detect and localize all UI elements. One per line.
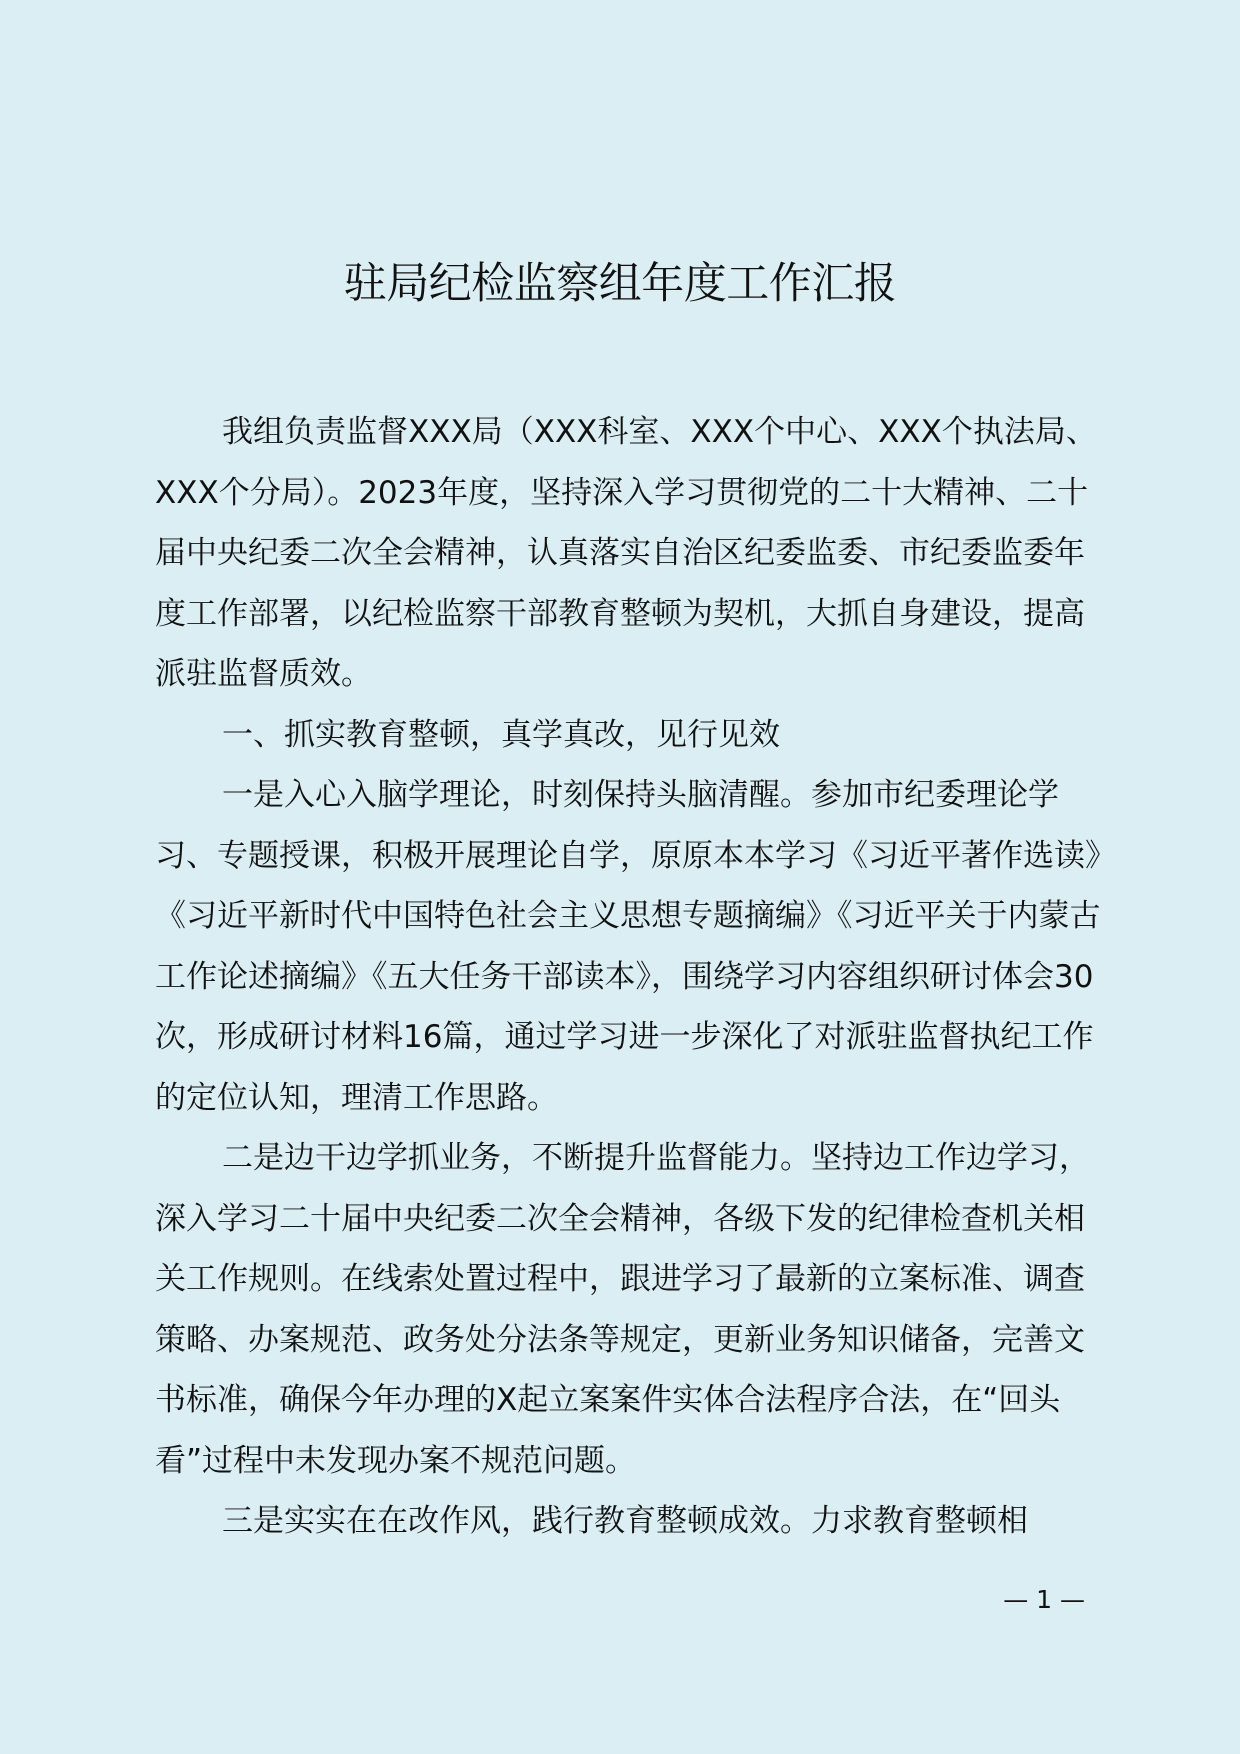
paragraph-item-1: 一是入心入脑学理论，时刻保持头脑清醒。参加市纪委理论学习、专题授课，积极开展理论自学，原原本本学习《习近平著作选读》《习近平新时代中国特色社会主义思想专题摘编》《习近平关于内蒙古工作论述摘编》《五大任务干部读本》，围绕学习内容组织研讨体会30次，形成研讨材料16篇，通过学习进一步深化了对派驻监督执纪工作的定位认知，理清工作思路。 — [155, 777, 1101, 1116]
document-body — [155, 402, 1113, 1552]
page-number: — 1 — — [1003, 1585, 1085, 1614]
paragraph-item-2: 二是边干边学抓业务，不断提升监督能力。坚持边工作边学习，深入学习二十届中央纪委二次全会精神，各级下发的纪律检查机关相关工作规则。在线索处置过程中，跟进学习了最新的立案标准、调查策略、办案规范、政务处分法条等规定，更新业务知识储备，完善文书标准，确保今年办理的X起立案案件实体合法程序合法，在“回头看”过程中未发现办案不规范问题。 — [155, 1140, 1090, 1479]
paragraph-item-3: 三是实实在在改作风，践行教育整顿成效。力求教育整顿相 — [222, 1503, 1028, 1539]
document-title: 驻局纪检监察组年度工作汇报 — [343, 259, 897, 309]
section-heading-1: 一、抓实教育整顿，真学真改，见行见效 — [222, 716, 780, 753]
intro-paragraph: 我组负责监督XXX局（XXX科室、XXX个中心、XXX个执法局、XXX个分局）。2023年度，坚持深入学习贯彻党的二十大精神、二十届中央纪委二次全会精神，认真落实自治区纪委监委、市纪委监委年度工作部署，以纪检监察干部教育整顿为契机，大抓自身建设，提高派驻监督质效。 — [155, 414, 1097, 692]
